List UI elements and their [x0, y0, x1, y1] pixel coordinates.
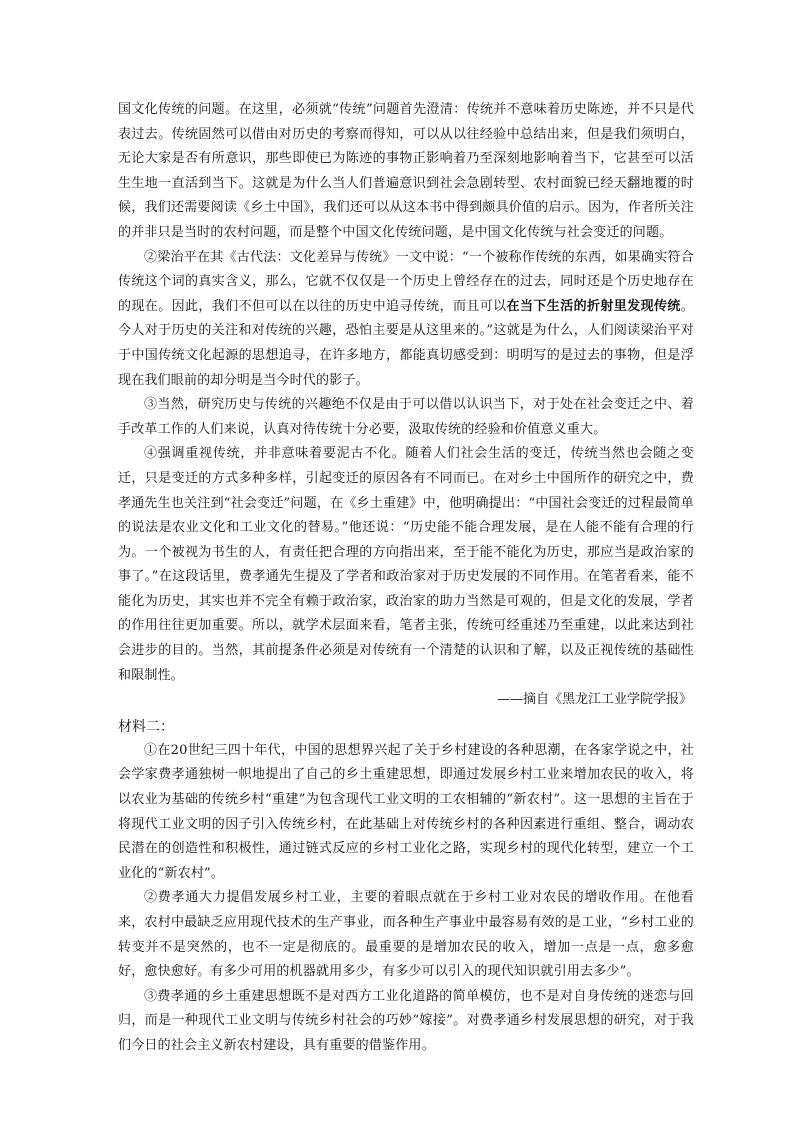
material2-paragraph-3: ③费孝通的乡土重建思想既不是对西方工业化道路的简单模仿，也不是对自身传统的迷恋与回归，而是一种现代工业文明与传统乡村社会的巧妙“嫁接”。对费孝通乡村发展思想的研究，对于我们今日的社会主义新农村建设，具有重要的借鉴作用。	[118, 988, 694, 1053]
material1-paragraph-2	[118, 246, 694, 394]
document-page	[118, 98, 694, 1059]
material1-paragraph-3: ③当然，研究历史与传统的兴趣绝不仅是由于可以借以认识当下，对于处在社会变迁之中、着手改革工作的人们来说，认真对待传统十分必要，汲取传统的经验和价值意义重大。	[118, 397, 694, 437]
paragraph-2-text-a: ②梁治平在其《古代法：文化差异与传统》一文中说：“一个被称作传统的东西，如果确实符合传统这个词的真实含义，那么，它就不仅仅是一个历史上曾经存在的过去，同时还是个历史地存在的现在。因此，我们不但可以在以往的历史中追寻传统，而且可以	[118, 249, 694, 314]
source-citation: ——摘自《黑龙江工业学院学报》	[496, 692, 692, 708]
paragraph-2-text-c: 。今人对于历史的关注和对传统的兴趣，恐怕主要是从这里来的。”这就是为什么，人们阅读梁治平对于中国传统文化起源的思想追寻，在许多地方，都能真切感受到：明明写的是过去的事物，但是浮现在我们眼前的却分明是当今时代的影子。	[118, 298, 694, 388]
material2-paragraph-1: ①在20世纪三四十年代，中国的思想界兴起了关于乡村建设的各种思潮，在各家学说之中，社会学家费孝通独树一帜地提出了自己的乡土重建思想，即通过发展乡村工业来增加农民的收入，将以农业为基础的传统乡村“重建”为包含现代工业文明的工农相辅的“新农村”。这一思想的主旨在于将现代工业文明的因子引入传统乡村，在此基础上对传统乡村的各种因素进行重组、整合，调动农民潜在的创造性和积极性，通过链式反应的乡村工业化之路，实现乡村的现代化转型，建立一个工业化的“新农村”。	[118, 742, 694, 881]
material2-paragraph-2: ②费孝通大力提倡发展乡村工业，主要的着眼点就在于乡村工业对农民的增收作用。在他看来，农村中最缺乏应用现代技术的生产事业，而各种生产事业中最容易有效的是工业，“乡村工业的转变并不是突然的，也不一定是彻底的。最重要的是增加农民的收入，增加一点是一点，愈多愈好，愈快愈好。有多少可用的机器就用多少，有多少可以引入的现代知识就引用去多少”。	[118, 890, 694, 980]
material2-heading: 材料二：	[118, 718, 174, 735]
material1-paragraph-continued: 国文化传统的问题。在这里，必须就“传统”问题首先澄清：传统并不意味着历史陈迹，并不只是代表过去。传统固然可以借由对历史的考察而得知，可以从以往经验中总结出来，但是我们须明白，无论大家是否有所意识，那些即使已为陈迹的事物正影响着乃至深刻地影响着当下，它甚至可以活生生地一直活到当下。这就是为什么当人们普遍意识到社会急剧转型、农村面貌已经天翻地覆的时候，我们还需要阅读《乡土中国》，我们还可以从这本书中得到颇具价值的启示。因为，作者所关注的并非只是当时的农村问题，而是整个中国文化传统问题，是中国文化传统与社会变迁的问题。	[118, 102, 694, 240]
paragraph-2-bold-phrase: 在当下生活的折射里发现传统	[506, 298, 681, 314]
material1-paragraph-4: ④强调重视传统，并非意味着要泥古不化。随着人们社会生活的变迁，传统当然也会随之变迁，只是变迁的方式多种多样，引起变迁的原因各有不同而已。在对乡土中国所作的研究之中，费孝通先生也关注到“社会变迁”问题，在《乡土重建》中，他明确提出：“中国社会变迁的过程最简单的说法是农业文化和工业文化的替易。”他还说：“历史能不能合理发展，是在人能不能有合理的行为。一个被视为书生的人，有责任把合理的方向指出来，至于能不能化为历史，那应当是政治家的事了。”在这段话里，费孝通先生提及了学者和政治家对于历史发展的不同作用。在笔者看来，能不能化为历史，其实也并不完全有赖于政治家，政治家的助力当然是可观的，但是文化的发展，学者的作用往往更加重要。所以，就学术层面来看，笔者主张，传统可经重述乃至重建，以此来达到社会进步的目的。当然，其前提条件必须是对传统有一个清楚的认识和了解，以及正视传统的基础性和限制性。	[118, 446, 694, 683]
